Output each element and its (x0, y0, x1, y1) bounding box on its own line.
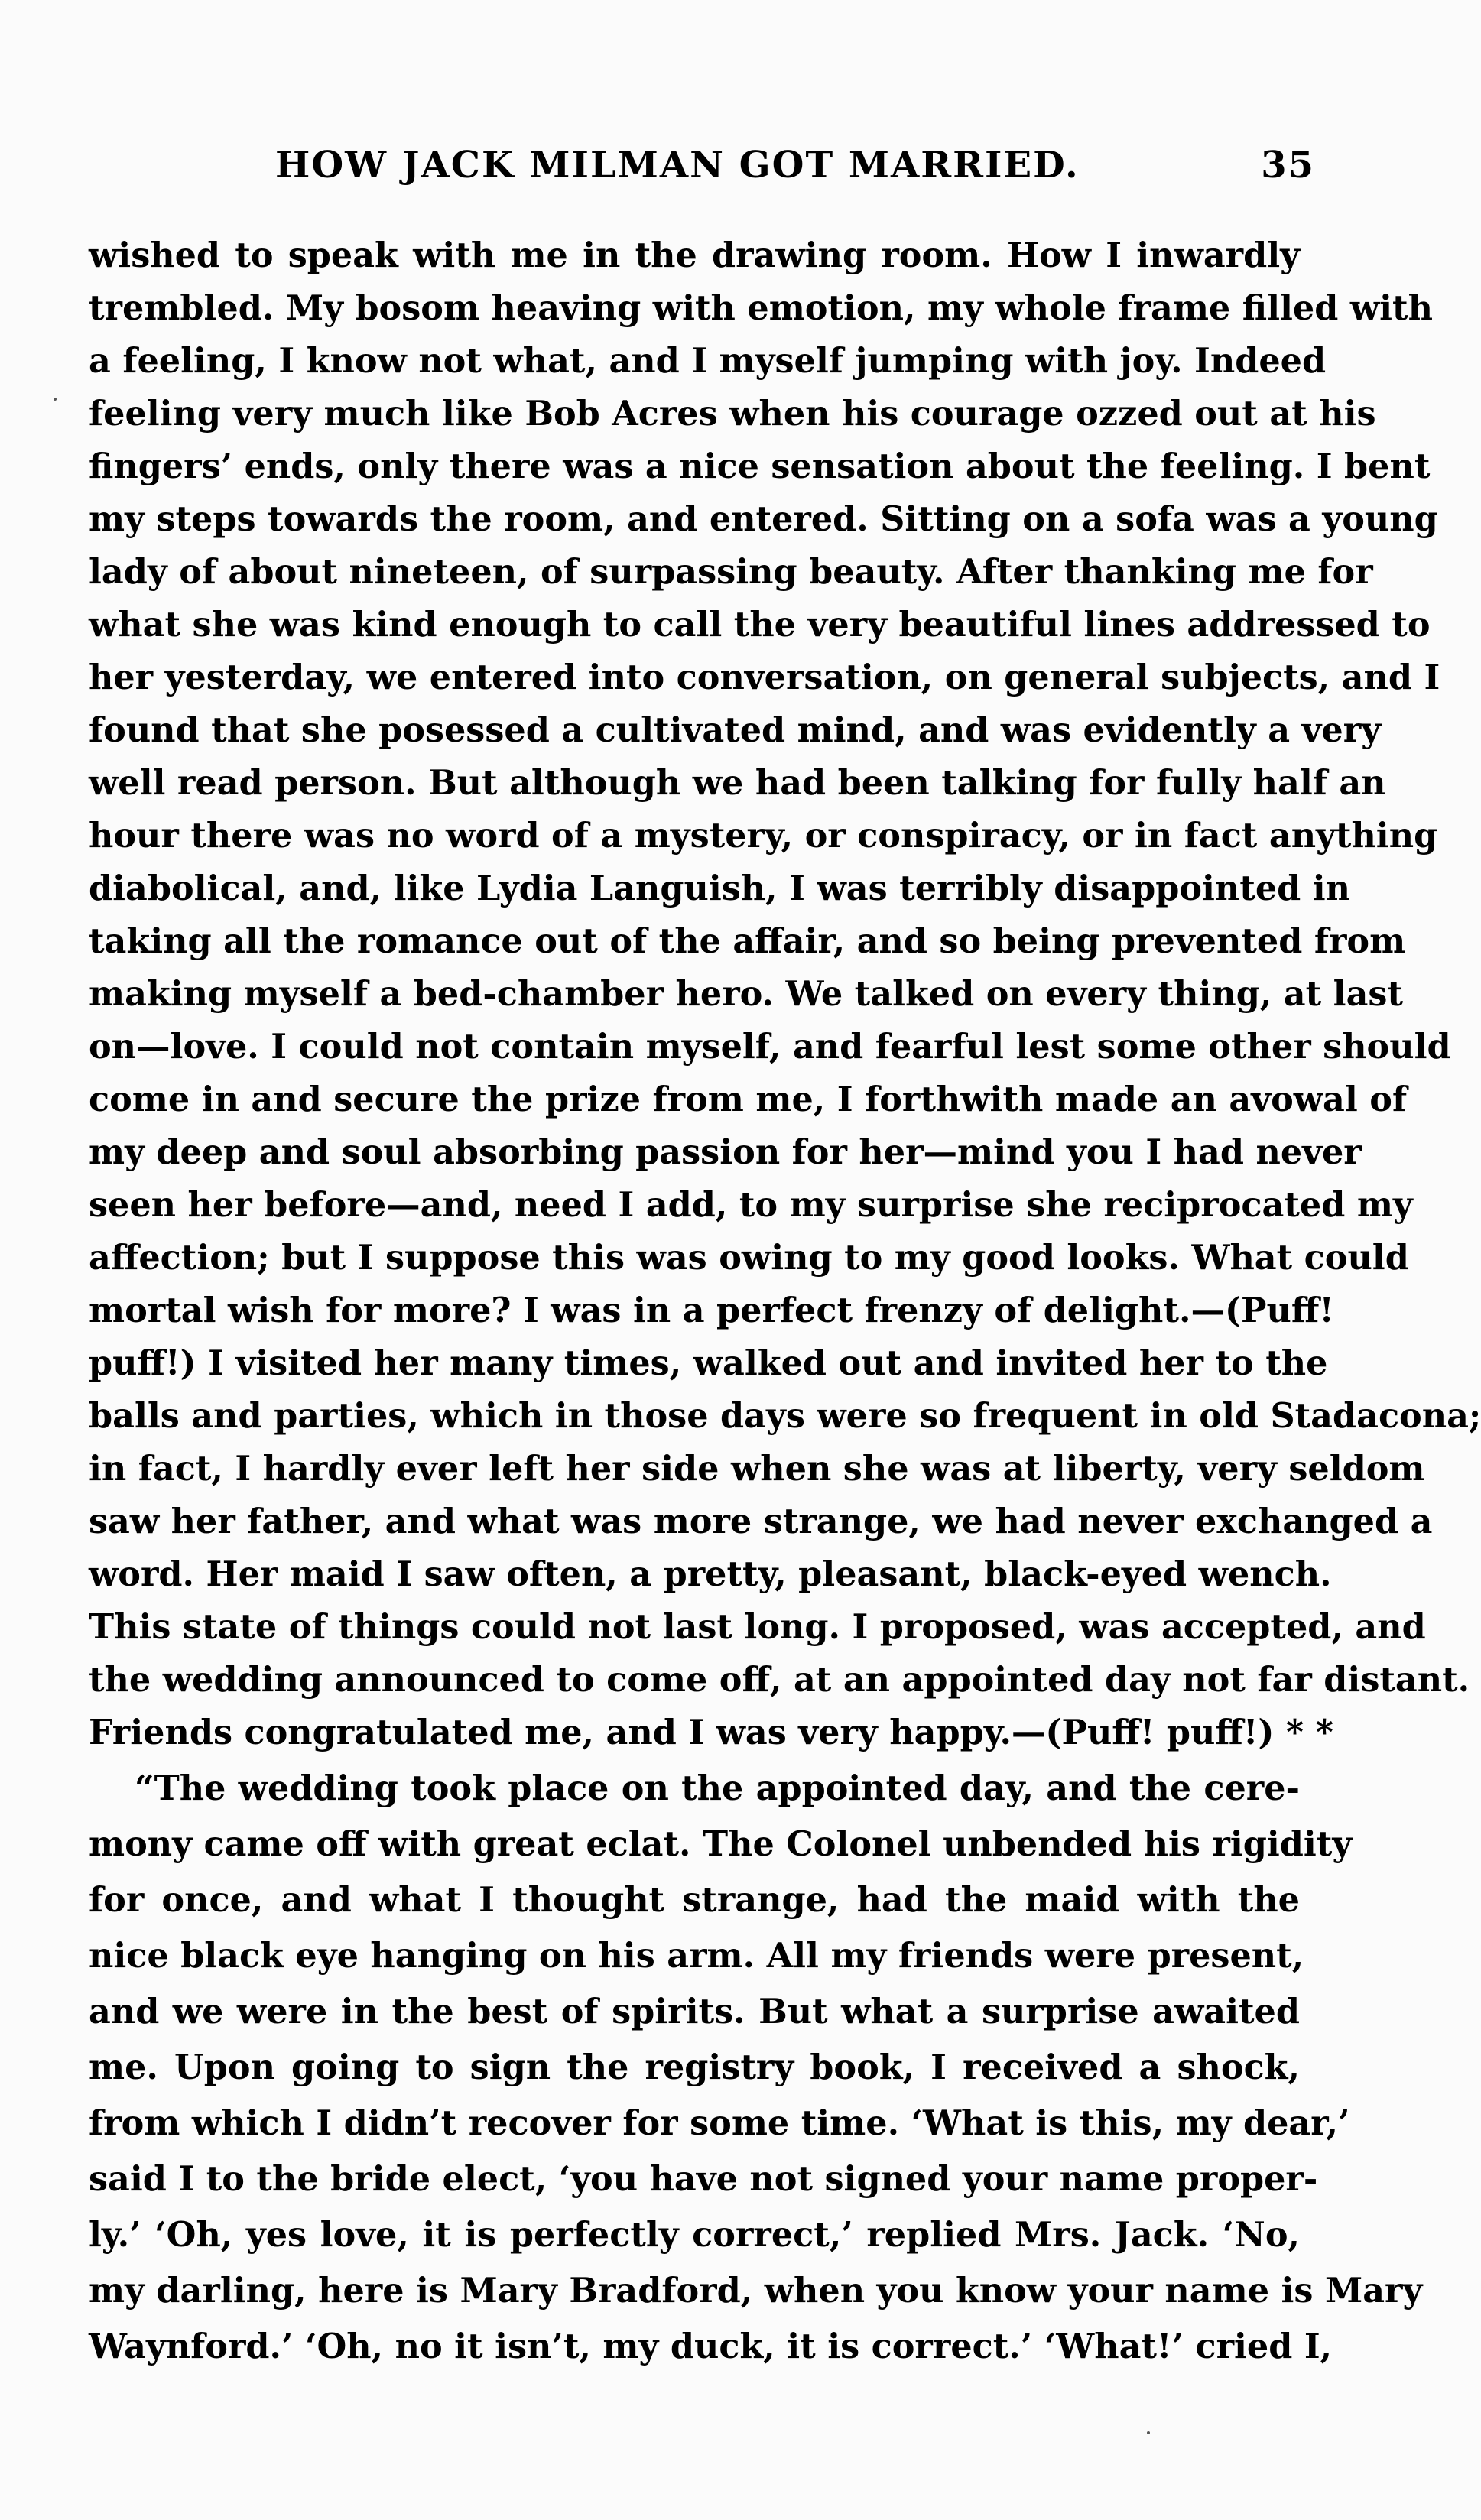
text-line: on—love. I could not contain myself, and fearful lest some other should (89, 1027, 1451, 1067)
text-line: fingers’ ends, only there was a nice sensation about the feeling. I bent (89, 447, 1431, 486)
text-line: hour there was no word of a mystery, or conspiracy, or in fact anything (89, 816, 1438, 856)
text-line: saw her father, and what was more strange, we had never exchanged a (89, 1502, 1433, 1541)
paragraph-start-line: “The wedding took place on the appointed day, and the cere- (135, 1768, 1300, 1808)
text-line: me. Upon going to sign the registry book, I received a shock, (89, 2048, 1300, 2087)
running-header (275, 142, 1315, 188)
text-line: Friends congratulated me, and I was very happy.—(Puff! puff!) * * (89, 1713, 1333, 1752)
text-line: taking all the romance out of the affair, and so being prevented from (89, 921, 1406, 961)
text-line: puff!) I visited her many times, walked out and invited her to the (89, 1343, 1328, 1383)
text-line: from which I didn’t recover for some time. ‘What is this, my dear,’ (89, 2103, 1350, 2143)
text-line: balls and parties, which in those days were so frequent in old Stadacona; (89, 1396, 1481, 1436)
body-text (89, 229, 1481, 2373)
text-line: come in and secure the prize from me, I forthwith made an avowal of (89, 1080, 1408, 1119)
text-line: ly.’ ‘Oh, yes love, it is perfectly correct,’ replied Mrs. Jack. ‘No, (89, 2215, 1300, 2255)
text-line: and we were in the best of spirits. But what a surprise awaited (89, 1992, 1300, 2031)
page-number: 35 (1261, 144, 1315, 187)
text-line: a feeling, I know not what, and I myself jumping with joy. Indeed (89, 341, 1327, 381)
text-line: for once, and what I thought strange, had the maid with the (89, 1880, 1300, 1920)
text-line: feeling very much like Bob Acres when his courage ozzed out at his (89, 394, 1376, 434)
text-line: making myself a bed-chamber hero. We talked on every thing, at last (89, 974, 1404, 1014)
text-line: wished to speak with me in the drawing room. How I inwardly (89, 235, 1300, 275)
text-line: said I to the bride elect, ‘you have not signed your name proper- (89, 2159, 1318, 2199)
paper-speck (1147, 2431, 1150, 2434)
text-line: trembled. My bosom heaving with emotion, my whole frame filled with (89, 288, 1433, 328)
text-line: my steps towards the room, and entered. Sitting on a sofa was a young (89, 499, 1438, 539)
text-line: what she was kind enough to call the very beautiful lines addressed to (89, 605, 1431, 645)
text-line: mony came off with great eclat. The Colonel unbended his rigidity (89, 1824, 1353, 1864)
text-line: This state of things could not last long. I proposed, was accepted, and (89, 1607, 1426, 1647)
chapter-title: HOW JACK MILMAN GOT MARRIED. (275, 144, 1080, 187)
text-line: Waynford.’ ‘Oh, no it isn’t, my duck, it is correct.’ ‘What!’ cried I, (89, 2327, 1333, 2366)
text-line: lady of about nineteen, of surpassing beauty. After thanking me for (89, 552, 1373, 592)
text-line: in fact, I hardly ever left her side when she was at liberty, very seldom (89, 1449, 1425, 1489)
paper-speck (54, 398, 57, 401)
text-line: seen her before—and, need I add, to my surprise she reciprocated my (89, 1185, 1413, 1225)
text-line: the wedding announced to come off, at an appointed day not far distant. (89, 1660, 1470, 1700)
text-line: found that she posessed a cultivated mind, and was evidently a very (89, 710, 1382, 750)
text-line: word. Her maid I saw often, a pretty, pleasant, black-eyed wench. (89, 1554, 1332, 1594)
text-line: my deep and soul absorbing passion for her—mind you I had never (89, 1132, 1362, 1172)
text-line: her yesterday, we entered into conversation, on general subjects, and I (89, 658, 1440, 697)
text-line: mortal wish for more? I was in a perfect frenzy of delight.—(Puff! (89, 1291, 1334, 1330)
text-line: diabolical, and, like Lydia Languish, I was terribly disappointed in (89, 869, 1350, 908)
text-line: well read person. But although we had been talking for fully half an (89, 763, 1386, 803)
text-line: nice black eye hanging on his arm. All my friends were present, (89, 1936, 1304, 1976)
text-line: my darling, here is Mary Bradford, when you know your name is Mary (89, 2271, 1423, 2311)
text-line: affection; but I suppose this was owing to my good looks. What could (89, 1238, 1409, 1278)
